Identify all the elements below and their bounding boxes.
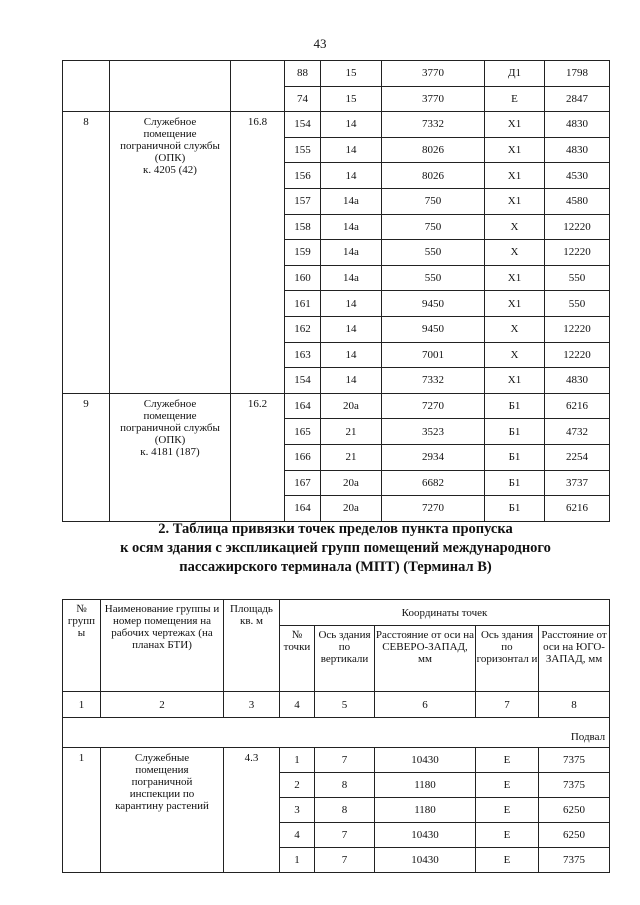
cell-point: 155 (285, 137, 321, 163)
cell-dist_se: 550 (545, 291, 610, 317)
cell-v_axis: 21 (321, 419, 382, 445)
cell-point: 154 (285, 112, 321, 138)
column-number: 6 (375, 692, 476, 718)
cell-v_axis: 14 (321, 291, 382, 317)
section-title-line3: пассажирского терминала (МПТ) (Терминал В) (179, 559, 492, 575)
group-name-line: пограничной (131, 776, 193, 788)
cell-dist_se: 6216 (545, 496, 610, 522)
cell-dist_sw: 6250 (539, 823, 610, 848)
cell-dist_se: 12220 (545, 316, 610, 342)
group-name-line: к. 4205 (42) (143, 164, 197, 177)
group-name-cell (110, 61, 231, 112)
cell-dist_se: 4530 (545, 163, 610, 189)
cell-h_axis: Е (476, 773, 539, 798)
cell-point: 154 (285, 368, 321, 394)
cell-h_axis: Х (485, 214, 545, 240)
cell-dist_se: 4732 (545, 419, 610, 445)
group-name (110, 393, 231, 521)
cell-dist_nw: 3770 (382, 86, 485, 112)
cell-dist_nw: 9450 (382, 291, 485, 317)
cell-point: 1 (280, 748, 315, 773)
cell-point: 157 (285, 188, 321, 214)
header-point-num: № точки (280, 626, 315, 692)
cell-h_axis: Е (485, 86, 545, 112)
group-num-cell (63, 61, 110, 112)
cell-dist_sw: 6250 (539, 798, 610, 823)
cell-dist_sw: 7375 (539, 848, 610, 873)
cell-h_axis: Б1 (485, 444, 545, 470)
group-name (110, 112, 231, 394)
cell-h_axis: Х1 (485, 265, 545, 291)
header-coordinates: Координаты точек (280, 600, 610, 626)
group-name-line: инспекции по (129, 788, 195, 800)
group-name-line: пограничной службы (120, 421, 220, 434)
cell-h_axis: Е (476, 748, 539, 773)
section-label-basement: Подвал (63, 728, 610, 748)
points-table-continued (62, 60, 610, 522)
column-number: 5 (315, 692, 375, 718)
column-number: 1 (63, 692, 101, 718)
cell-h_axis: Е (476, 798, 539, 823)
cell-h_axis: Б1 (485, 470, 545, 496)
cell-dist_se: 3737 (545, 470, 610, 496)
cell-h_axis: Е (476, 848, 539, 873)
cell-h_axis: Х1 (485, 291, 545, 317)
cell-dist_nw: 750 (382, 214, 485, 240)
group-num: 8 (63, 112, 110, 394)
cell-v_axis: 14 (321, 137, 382, 163)
group-name-line: (ОПК) (154, 433, 186, 446)
cell-v_axis: 14а (321, 240, 382, 266)
cell-v_axis: 8 (315, 773, 375, 798)
header-area: Площадь кв. м (224, 600, 280, 692)
cell-v_axis: 14 (321, 368, 382, 394)
cell-dist_se: 12220 (545, 240, 610, 266)
cell-dist_nw: 7001 (382, 342, 485, 368)
group-name-line: Служебные (134, 752, 190, 764)
cell-dist_se: 4830 (545, 112, 610, 138)
cell-h_axis: Х (485, 240, 545, 266)
cell-dist_se: 550 (545, 265, 610, 291)
cell-v_axis: 14 (321, 163, 382, 189)
group-area: 4.3 (224, 748, 280, 873)
cell-h_axis: Б1 (485, 419, 545, 445)
cell-dist_nw: 8026 (382, 137, 485, 163)
cell-dist_se: 12220 (545, 342, 610, 368)
cell-point: 164 (285, 496, 321, 522)
cell-h_axis: Х1 (485, 112, 545, 138)
cell-point: 164 (285, 393, 321, 419)
group-name-line: (ОПК) (154, 152, 186, 165)
cell-point: 159 (285, 240, 321, 266)
cell-v_axis: 21 (321, 444, 382, 470)
cell-dist_nw: 7332 (382, 368, 485, 394)
cell-dist_nw: 550 (382, 240, 485, 266)
cell-dist_nw: 7332 (382, 112, 485, 138)
group-name-line: пограничной службы (120, 140, 220, 153)
cell-point: 88 (285, 61, 321, 87)
group-num: 1 (63, 748, 101, 873)
group-name-line: Служебное (143, 116, 197, 129)
cell-h_axis: Х1 (485, 368, 545, 394)
cell-v_axis: 14а (321, 265, 382, 291)
cell-dist_nw: 9450 (382, 316, 485, 342)
cell-dist_sw: 7375 (539, 748, 610, 773)
cell-dist_nw: 10430 (375, 823, 476, 848)
cell-v_axis: 8 (315, 798, 375, 823)
group-name (101, 748, 224, 873)
cell-dist_se: 6216 (545, 393, 610, 419)
cell-dist_nw: 750 (382, 188, 485, 214)
cell-v_axis: 7 (315, 848, 375, 873)
page-number: 43 (313, 36, 327, 51)
cell-point: 160 (285, 265, 321, 291)
cell-v_axis: 20а (321, 496, 382, 522)
cell-dist_nw: 10430 (375, 748, 476, 773)
group-name-line: помещение (143, 128, 197, 141)
cell-point: 165 (285, 419, 321, 445)
cell-point: 158 (285, 214, 321, 240)
cell-dist_se: 4830 (545, 368, 610, 394)
cell-h_axis: Х (485, 342, 545, 368)
cell-point: 156 (285, 163, 321, 189)
cell-point: 161 (285, 291, 321, 317)
cell-dist_se: 4830 (545, 137, 610, 163)
header-h-axis: Ось здания по горизонтал и (476, 626, 539, 692)
cell-dist_nw: 3770 (382, 61, 485, 87)
cell-h_axis: Х1 (485, 188, 545, 214)
cell-v_axis: 14а (321, 214, 382, 240)
group-name-line: карантину растений (115, 800, 209, 812)
cell-dist_nw: 10430 (375, 848, 476, 873)
cell-v_axis: 14а (321, 188, 382, 214)
group-name-line: Служебное (143, 397, 197, 410)
cell-v_axis: 14 (321, 316, 382, 342)
cell-h_axis: Х1 (485, 163, 545, 189)
cell-point: 162 (285, 316, 321, 342)
column-number: 7 (476, 692, 539, 718)
cell-dist_se: 4580 (545, 188, 610, 214)
column-number: 4 (280, 692, 315, 718)
column-number: 8 (539, 692, 610, 718)
cell-dist_se: 2254 (545, 444, 610, 470)
header-v-axis: Ось здания по вертикали (315, 626, 375, 692)
section-title-line1: 2. Таблица привязки точек пределов пункта пропуска (158, 521, 513, 537)
cell-point: 163 (285, 342, 321, 368)
table-row (63, 112, 610, 138)
cell-v_axis: 14 (321, 342, 382, 368)
cell-h_axis: Б1 (485, 496, 545, 522)
cell-v_axis: 14 (321, 112, 382, 138)
cell-point: 1 (280, 848, 315, 873)
cell-point: 4 (280, 823, 315, 848)
group-area: 16.8 (231, 112, 285, 394)
cell-point: 2 (280, 773, 315, 798)
group-name-line: к. 4181 (187) (140, 445, 200, 458)
cell-dist_nw: 3523 (382, 419, 485, 445)
group-name-line: помещение (143, 409, 197, 422)
cell-v_axis: 7 (315, 823, 375, 848)
cell-h_axis: Б1 (485, 393, 545, 419)
cell-point: 3 (280, 798, 315, 823)
column-number: 2 (101, 692, 224, 718)
cell-h_axis: Д1 (485, 61, 545, 87)
cell-dist_se: 2847 (545, 86, 610, 112)
header-dist-sw: Расстояние от оси на ЮГО-ЗАПАД, мм (539, 626, 610, 692)
cell-dist_nw: 6682 (382, 470, 485, 496)
cell-point: 166 (285, 444, 321, 470)
table-row (63, 748, 610, 773)
cell-dist_nw: 2934 (382, 444, 485, 470)
cell-v_axis: 7 (315, 748, 375, 773)
table-row (63, 393, 610, 419)
cell-h_axis: Х1 (485, 137, 545, 163)
group-area: 16.2 (231, 393, 285, 521)
column-number: 3 (224, 692, 280, 718)
cell-v_axis: 15 (321, 86, 382, 112)
cell-v_axis: 20а (321, 393, 382, 419)
cell-dist_nw: 7270 (382, 393, 485, 419)
cell-v_axis: 20а (321, 470, 382, 496)
area-cell (231, 61, 285, 112)
cell-dist_sw: 7375 (539, 773, 610, 798)
section-title (62, 520, 609, 577)
terminal-b-points-table (62, 599, 610, 873)
header-group-num: № групп ы (63, 600, 101, 692)
cell-dist_nw: 8026 (382, 163, 485, 189)
section-title-line2: к осям здания с экспликацией групп помещений международного (120, 540, 551, 556)
cell-h_axis: Х (485, 316, 545, 342)
cell-point: 74 (285, 86, 321, 112)
cell-v_axis: 15 (321, 61, 382, 87)
cell-dist_nw: 550 (382, 265, 485, 291)
header-dist-nw: Расстояние от оси на СЕВЕРО-ЗАПАД, мм (375, 626, 476, 692)
cell-dist_se: 1798 (545, 61, 610, 87)
cell-dist_se: 12220 (545, 214, 610, 240)
header-group-name: Наименование группы и номер помещения на рабочих чертежах (на планах БТИ) (101, 600, 224, 692)
cell-point: 167 (285, 470, 321, 496)
table-row (63, 61, 610, 87)
cell-dist_nw: 1180 (375, 773, 476, 798)
group-name-line: помещения (135, 764, 189, 776)
cell-dist_nw: 1180 (375, 798, 476, 823)
cell-h_axis: Е (476, 823, 539, 848)
group-num: 9 (63, 393, 110, 521)
cell-dist_nw: 7270 (382, 496, 485, 522)
